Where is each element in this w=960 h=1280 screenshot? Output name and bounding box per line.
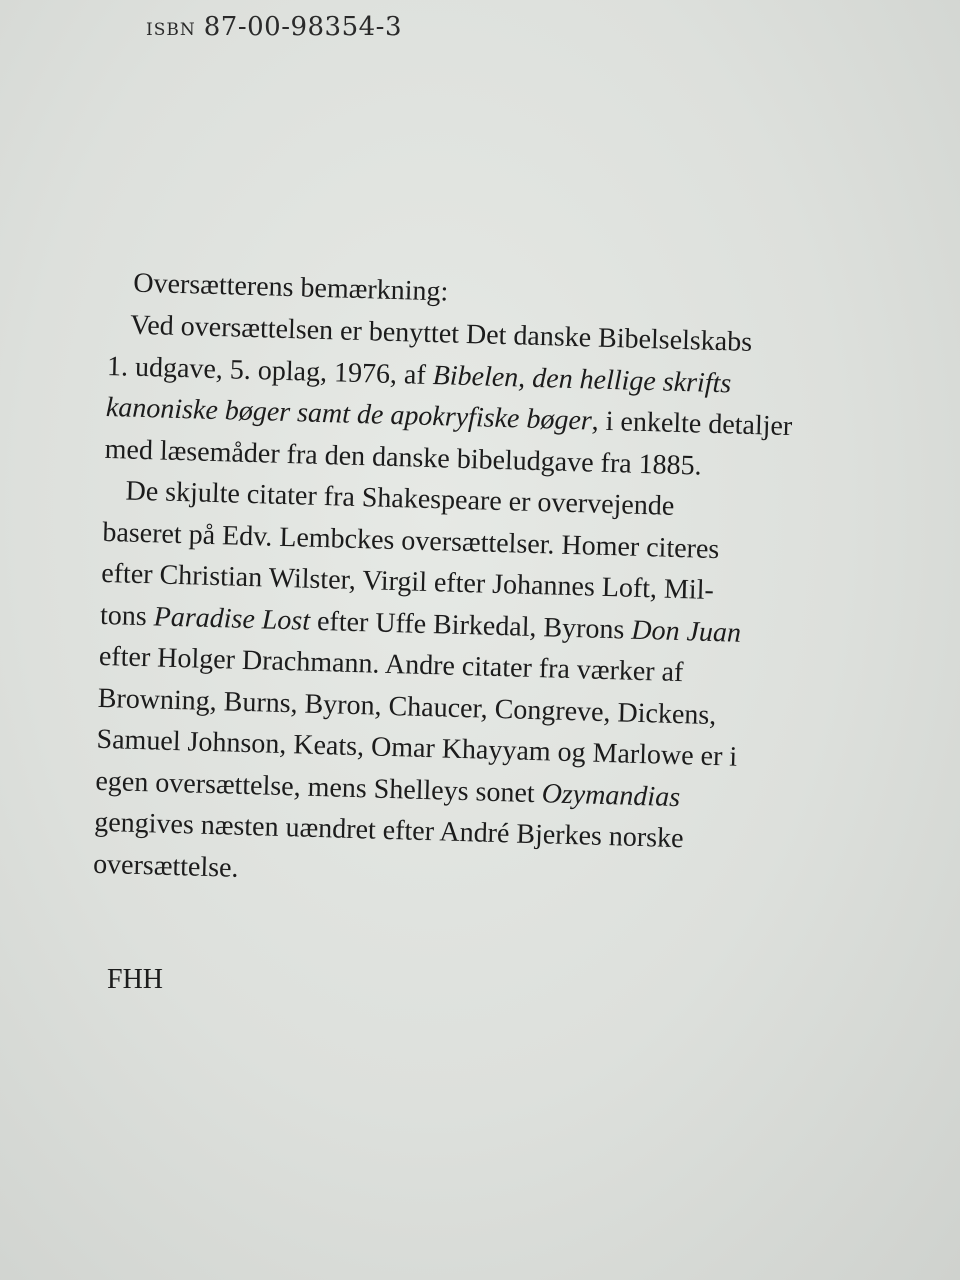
text-run: gengives næsten uændret efter André Bjerkes norske [93, 806, 684, 855]
italic-title: Paradise Lost [153, 600, 311, 637]
italic-title: Ozymandias [541, 777, 681, 813]
text-run: efter Uffe Birkedal, Byrons [309, 605, 632, 646]
isbn-label: ISBN [146, 20, 196, 40]
text-run: egen oversættelse, mens Shelleys sonet [95, 765, 543, 809]
note-heading: Oversætterens bemærkning: [132, 267, 449, 308]
text-run: Browning, Burns, Byron, Chaucer, Congreve, Dickens, [97, 682, 717, 731]
text-run: oversættelse. [92, 848, 239, 884]
text-run: Samuel Johnson, Keats, Omar Khayyam og Marlowe er i [96, 723, 738, 773]
translator-note [93, 262, 830, 905]
text-run: baseret på Edv. Lembckes oversættelser. Homer citeres [102, 516, 720, 565]
text-run: med læsemåder fra den danske bibeludgave fra 1885. [104, 433, 703, 482]
paragraph-2 [93, 470, 824, 905]
text-run: 1. udgave, 5. oplag, 1976, af [106, 350, 434, 391]
text-run: efter Christian Wilster, Virgil efter Johannes Loft, Mil- [100, 557, 715, 606]
isbn-line [146, 12, 402, 42]
italic-title: Bibelen, den hellige skrifts [432, 359, 732, 399]
translator-signature: FHH [107, 964, 164, 995]
text-run: efter Holger Drachmann. Andre citater fra værker af [98, 640, 684, 689]
text-run: Ved oversættelsen er benyttet Det danske Bibelselskabs [129, 309, 753, 358]
italic-title: kanoniske bøger samt de apokryfiske bøger [105, 391, 593, 437]
text-run: , i enkelte detaljer [591, 405, 793, 443]
isbn-number: 87-00-98354-3 [203, 12, 403, 42]
paragraph-1 [104, 304, 828, 490]
italic-title: Don Juan [630, 614, 742, 649]
text-run: tons [99, 599, 155, 632]
text-run: De skjulte citater fra Shakespeare er overvejende [125, 475, 675, 522]
